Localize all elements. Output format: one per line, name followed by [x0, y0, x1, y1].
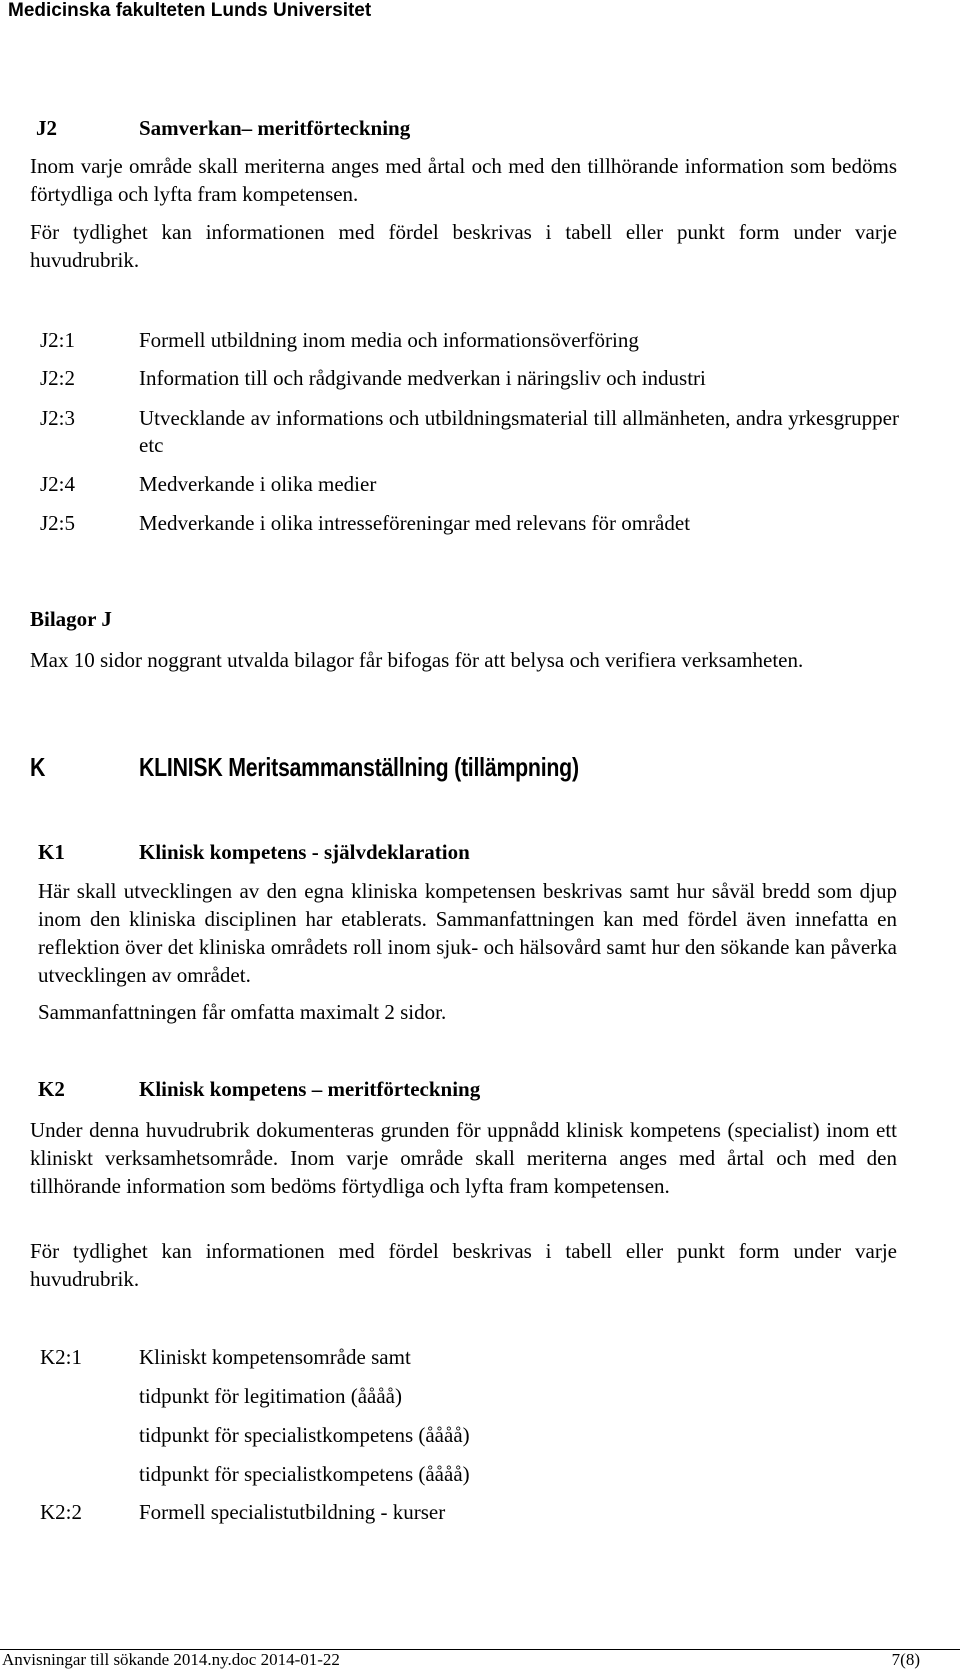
j2-item-text: Medverkande i olika intresseföreningar med relevans för området	[139, 511, 691, 535]
k2-item-text: tidpunkt för specialistkompetens (åååå)	[139, 1462, 470, 1486]
k2-item-code: K2:2	[40, 1500, 82, 1524]
footer-document-info: Anvisningar till sökande 2014.ny.doc 2014-01-22	[2, 1650, 340, 1669]
k2-item-text: tidpunkt för specialistkompetens (åååå)	[139, 1423, 470, 1447]
section-title-k2: Klinisk kompetens – meritförteckning	[139, 1077, 481, 1101]
k2-paragraph-2: För tydlighet kan informationen med fördel beskrivas i tabell eller punkt form under varje huvudrubrik.	[30, 1239, 897, 1291]
j2-item-text: Utvecklande av informations och utbildningsmaterial till allmänheten, andra yrkesgrupper etc	[139, 406, 899, 457]
j2-paragraph-1: Inom varje område skall meriterna anges med årtal och med den tillhörande information som bedöms förtydliga och lyfta fram kompetensen.	[30, 154, 897, 206]
j2-item-code: J2:5	[40, 511, 76, 535]
section-code-j2: J2	[36, 116, 57, 140]
section-code-k: K	[30, 752, 46, 782]
j2-item-text: Formell utbildning inom media och informationsöverföring	[139, 328, 639, 352]
k2-item-code: K2:1	[40, 1345, 82, 1369]
j2-item-text: Medverkande i olika medier	[139, 472, 377, 496]
bilagor-text: Max 10 sidor noggrant utvalda bilagor får bifogas för att belysa och verifiera verksamheten.	[30, 648, 804, 672]
k2-item-text: tidpunkt för legitimation (åååå)	[139, 1384, 402, 1408]
j2-item-code: J2:3	[40, 406, 76, 430]
k2-item-text: Kliniskt kompetensområde samt	[139, 1345, 411, 1369]
k2-paragraph-1: Under denna huvudrubrik dokumenteras grunden för uppnådd klinisk kompetens (specialist) inom ett kliniskt verksamhetsområde. Inom varje område skall meriterna anges med årtal och med den tillhörande information som bedöms förtydliga och lyfta fram kompetensen.	[30, 1118, 897, 1198]
j2-item-text: Information till och rådgivande medverkan i näringsliv och industri	[139, 366, 706, 390]
section-title-k1: Klinisk kompetens - självdeklaration	[139, 840, 470, 864]
page-header-title: Medicinska fakulteten Lunds Universitet	[8, 0, 372, 21]
section-title-j2: Samverkan– meritförteckning	[139, 116, 411, 140]
j2-item-code: J2:4	[40, 472, 76, 496]
k1-paragraph-1: Här skall utvecklingen av den egna kliniska kompetensen beskrivas samt hur såväl bredd som djup inom den kliniska disciplinen har etablerats. Sammanfattningen kan med fördel även innefatta en reflektion över det kliniska områdets roll inom sjuk- och hälsovård samt hur den sökande kan påverka utvecklingen av området.	[38, 879, 897, 987]
footer-page-number: 7(8)	[891, 1650, 920, 1669]
j2-item-code: J2:1	[40, 328, 76, 352]
section-title-k: KLINISK Meritsammanställning (tillämpning)	[139, 752, 579, 782]
k2-item-text: Formell specialistutbildning - kurser	[139, 1500, 446, 1524]
bilagor-title: Bilagor J	[30, 607, 112, 631]
section-code-k2: K2	[38, 1077, 65, 1101]
k1-paragraph-2: Sammanfattningen får omfatta maximalt 2 sidor.	[38, 1000, 447, 1024]
section-code-k1: K1	[38, 840, 65, 864]
j2-item-code: J2:2	[40, 366, 76, 390]
j2-paragraph-2: För tydlighet kan informationen med fördel beskrivas i tabell eller punkt form under varje huvudrubrik.	[30, 220, 897, 272]
